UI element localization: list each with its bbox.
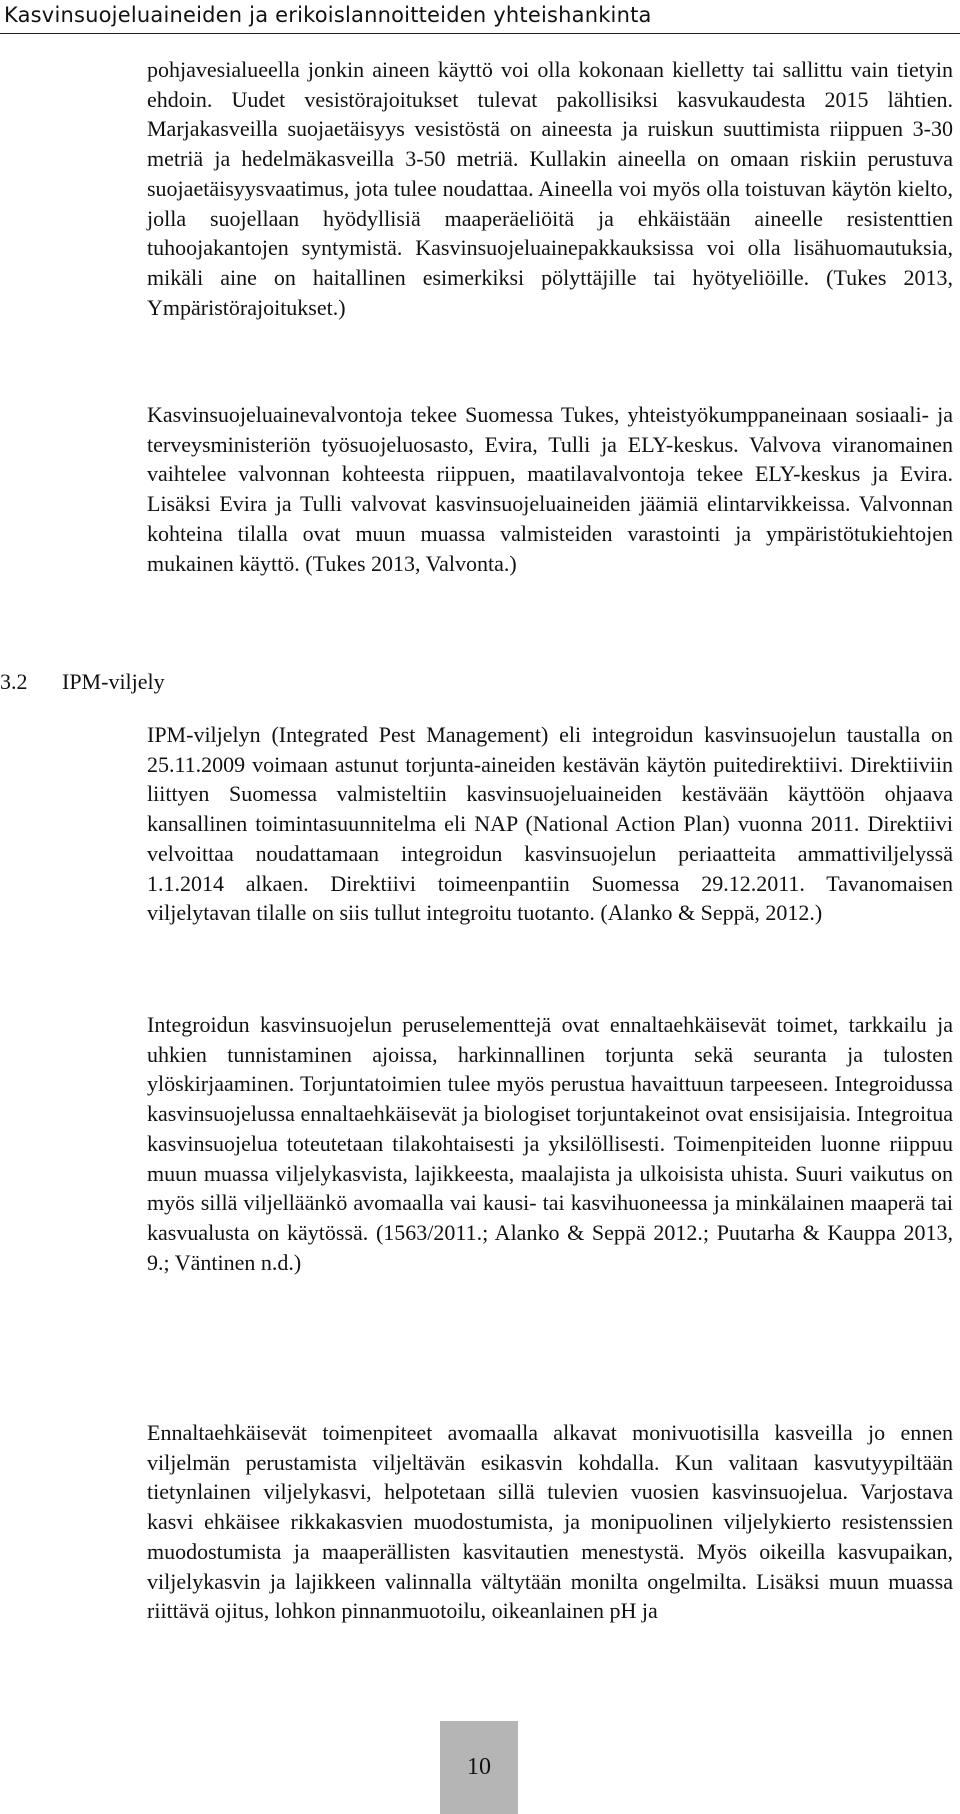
section-heading bbox=[0, 667, 165, 697]
section-title: IPM-viljely bbox=[62, 669, 165, 694]
page-number-box bbox=[440, 1721, 518, 1814]
paragraph-groundwater-restrictions: pohjavesialueella jonkin aineen käyttö voi olla kokonaan kielletty tai sallittu vain tietyin ehdoin. Uudet vesistörajoitukset tulevat pakollisiksi kasvukaudesta 2015 lähtien. Marjakasveilla suojaetäisyys vesistöstä on aineesta ja ruiskun suuttimista riippuen 3-30 metriä ja hedelmäkasveilla 3-50 metriä. Kullakin aineella on omaan riskiin perustuva suojaetäisyysvaatimus, jota tulee noudattaa. Aineella voi myös olla toistuvan käytön kielto, jolla suojellaan hyödyllisiä maaperäeliöitä ja ehkäistään aineelle resistenttien tuhoojakantojen syntymistä. Kasvinsuojeluainepakkauksissa voi olla lisähuomautuksia, mikäli aine on haitallinen esimerkiksi pölyttäjille tai hyötyeliöille. (Tukes 2013, Ympäristörajoitukset.) bbox=[147, 57, 953, 320]
paragraph-pesticide-supervision: Kasvinsuojeluainevalvontoja tekee Suomessa Tukes, yhteistyökumppaneinaan sosiaali- ja terveysministeriön työsuojeluosasto, Evira, Tulli ja ELY-keskus. Valvova viranomainen vaihtelee valvonnan kohteesta riippuen, maatilavalvontoja tekee ELY-keskus ja Evira. Lisäksi Evira ja Tulli valvovat kasvinsuojeluaineiden jäämiä elintarvikkeissa. Valvonnan kohteina tilalla ovat muun muassa valmisteiden varastointi ja ympäristötukiehtojen mukainen käyttö. (Tukes 2013, Valvonta.) bbox=[147, 402, 953, 576]
paragraph-ipm-elements: Integroidun kasvinsuojelun peruselementtejä ovat ennaltaehkäisevät toimet, tarkkailu ja uhkien tunnistaminen ajoissa, harkinnallinen torjunta sekä seuranta ja tulosten ylöskirjaaminen. Torjuntatoimien tulee myös perustua havaittuun tarpeeseen. Integroidussa kasvinsuojelussa ennaltaehkäisevät ja biologiset torjuntakeinot ovat ensisijaisia. Integroitua kasvinsuojelua toteutetaan tilakohtaisesti ja yksilöllisesti. Toimenpiteiden luonne riippuu muun muassa viljelykasvista, lajikkeesta, maalajista ja ulkoisista uhista. Suuri vaikutus on myös sillä viljelläänkö avomaalla vai kausi- tai kasvihuoneessa ja minkälainen maaperä tai kasvualusta on käytössä. (1563/2011.; Alanko & Seppä 2012.; Puutarha & Kauppa 2013, 9.; Väntinen n.d.) bbox=[147, 1012, 953, 1275]
header-divider bbox=[0, 33, 960, 34]
paragraph-preventive-measures: Ennaltaehkäisevät toimenpiteet avomaalla alkavat monivuotisilla kasveilla jo ennen viljelmän perustamista viljeltävän esikasvin kohdalla. Kun valitaan kasvutyypiltään tietynlainen viljelykasvi, helpotetaan sillä tulevien vuosien kasvinsuojelua. Varjostava kasvi ehkäisee rikkakasvien muodostumista, ja monipuolinen viljelykierto resistenssien muodostumista ja maaperällisten kasvitautien menestystä. Myös oikeilla kasvupaikan, viljelykasvin ja lajikkeen valinnalla vältytään monilta ongelmilta. Lisäksi muun muassa riittävä ojitus, lohkon pinnanmuotoilu, oikeanlainen pH ja bbox=[147, 1420, 953, 1624]
running-header: Kasvinsuojeluaineiden ja erikoislannoitteiden yhteishankinta bbox=[4, 3, 652, 27]
page-number: 10 bbox=[467, 1754, 491, 1780]
section-number: 3.2 bbox=[0, 669, 28, 694]
paragraph-ipm-background: IPM-viljelyn (Integrated Pest Management) eli integroidun kasvinsuojelun taustalla on 25.11.2009 voimaan astunut torjunta-aineiden kestävän käytön puitedirektiivi. Direktiiviin liittyen Suomessa valmisteltiin kasvinsuojeluaineiden kestävään käyttöön ohjaava kansallinen toimintasuunnitelma eli NAP (National Action Plan) vuonna 2011. Direktiivi velvoittaa noudattamaan integroidun kasvinsuojelun periaatteita ammattiviljelyssä 1.1.2014 alkaen. Direktiivi toimeenpantiin Suomessa 29.12.2011. Tavanomaisen viljelytavan tilalle on siis tullut integroitu tuotanto. (Alanko & Seppä, 2012.) bbox=[147, 722, 953, 926]
